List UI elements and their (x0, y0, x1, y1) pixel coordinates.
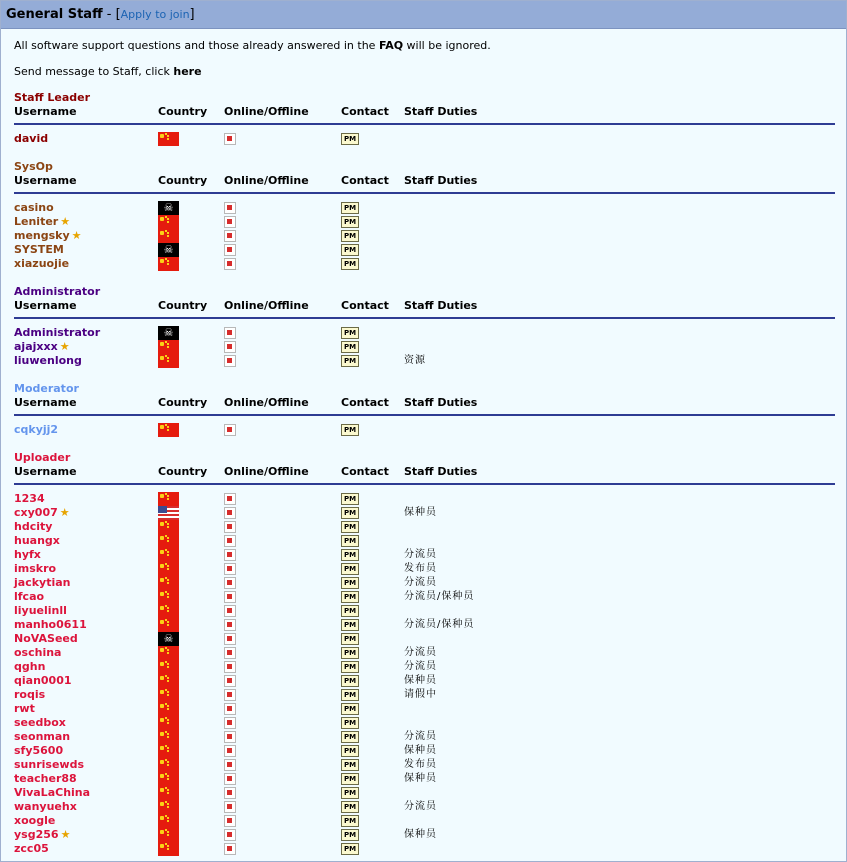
username-link[interactable] (14, 828, 70, 842)
offline-status-icon (224, 216, 236, 228)
staff-row (1, 243, 846, 257)
username-link[interactable] (14, 758, 84, 772)
column-header-username: Username (14, 105, 77, 118)
china-flag-icon (158, 618, 179, 632)
staff-row (1, 132, 846, 146)
staff-row (1, 506, 846, 520)
pm-button[interactable]: PM (341, 829, 359, 841)
staff-duty: 分流员 (404, 661, 437, 672)
china-flag-icon (158, 674, 179, 688)
username-text[interactable]: lfcao (14, 590, 45, 603)
username-link[interactable] (14, 730, 70, 744)
donor-star-icon: ★ (59, 506, 70, 519)
section-divider (14, 317, 835, 319)
donor-star-icon: ★ (71, 229, 82, 242)
staff-row (1, 423, 846, 437)
column-header-country: Country (158, 396, 208, 409)
username-text[interactable]: casino (14, 201, 54, 214)
username-link[interactable] (14, 660, 45, 674)
username-text[interactable]: hdcity (14, 520, 53, 533)
staff-row (1, 730, 846, 744)
staff-duty: 保种员 (404, 675, 437, 686)
username-text[interactable]: xoogle (14, 814, 56, 827)
column-header-contact: Contact (341, 396, 389, 409)
staff-row (1, 688, 846, 702)
staff-row (1, 340, 846, 354)
pm-button[interactable]: PM (341, 675, 359, 687)
staff-row (1, 716, 846, 730)
message-staff-pre: Send message to Staff, click (14, 65, 174, 78)
pm-button[interactable]: PM (341, 703, 359, 715)
staff-row (1, 354, 846, 368)
pirate-flag-icon: ☠ (158, 243, 179, 257)
username-link[interactable] (14, 632, 78, 646)
column-header-online: Online/Offline (224, 105, 309, 118)
pm-button[interactable]: PM (341, 661, 359, 673)
username-link[interactable] (14, 716, 66, 730)
staff-row (1, 786, 846, 800)
offline-status-icon (224, 577, 236, 589)
pm-button[interactable]: PM (341, 258, 359, 270)
china-flag-icon (158, 660, 179, 674)
offline-status-icon (224, 493, 236, 505)
username-link[interactable] (14, 201, 54, 215)
pm-button[interactable]: PM (341, 633, 359, 645)
username-link[interactable] (14, 786, 90, 800)
offline-status-icon (224, 675, 236, 687)
section-title: Staff Leader (14, 91, 90, 104)
staff-row (1, 534, 846, 548)
column-header-duties: Staff Duties (404, 299, 478, 312)
username-link[interactable] (14, 548, 41, 562)
pm-button[interactable]: PM (341, 507, 359, 519)
username-link[interactable] (14, 520, 52, 534)
column-header-online: Online/Offline (224, 299, 309, 312)
section-title: Administrator (14, 285, 101, 298)
china-flag-icon (158, 646, 179, 660)
header-close-bracket: ] (189, 7, 195, 22)
column-header-contact: Contact (341, 105, 389, 118)
china-flag-icon (158, 354, 179, 368)
username-text[interactable]: NoVASeed (14, 632, 78, 645)
pm-button[interactable]: PM (341, 605, 359, 617)
username-link[interactable] (14, 618, 87, 632)
pm-button[interactable]: PM (341, 759, 359, 771)
china-flag-icon (158, 772, 179, 786)
staff-row (1, 702, 846, 716)
username-text[interactable]: ysg256 (14, 828, 59, 841)
offline-status-icon (224, 689, 236, 701)
pm-button[interactable]: PM (341, 355, 359, 367)
staff-row (1, 604, 846, 618)
username-text[interactable]: SYSTEM (14, 243, 64, 256)
column-header-username: Username (14, 299, 77, 312)
username-text[interactable]: qghn (14, 660, 46, 673)
staff-row (1, 632, 846, 646)
offline-status-icon (224, 605, 236, 617)
staff-row (1, 548, 846, 562)
message-staff-notice (14, 65, 202, 78)
username-link[interactable] (14, 562, 56, 576)
staff-row (1, 257, 846, 271)
staff-row (1, 744, 846, 758)
offline-status-icon (224, 661, 236, 673)
staff-row (1, 326, 846, 340)
china-flag-icon (158, 562, 179, 576)
username-text[interactable]: cqkyjj2 (14, 423, 59, 436)
username-text[interactable]: manho0611 (14, 618, 87, 631)
staff-duty: 分流员/保种员 (404, 591, 475, 602)
username-link[interactable] (14, 326, 100, 340)
username-link[interactable] (14, 576, 70, 590)
column-header-contact: Contact (341, 174, 389, 187)
offline-status-icon (224, 563, 236, 575)
username-text[interactable]: seedbox (14, 716, 66, 729)
donor-star-icon: ★ (60, 828, 71, 841)
pirate-flag-icon: ☠ (158, 632, 179, 646)
staff-duty: 保种员 (404, 829, 437, 840)
column-header-duties: Staff Duties (404, 396, 478, 409)
offline-status-icon (224, 731, 236, 743)
china-flag-icon (158, 716, 179, 730)
support-notice (14, 39, 491, 52)
section-divider (14, 414, 835, 416)
pm-button[interactable]: PM (341, 815, 359, 827)
china-flag-icon (158, 520, 179, 534)
username-link[interactable] (14, 688, 45, 702)
china-flag-icon (158, 132, 179, 146)
staff-duty: 分流员 (404, 549, 437, 560)
column-header-username: Username (14, 396, 77, 409)
offline-status-icon (224, 787, 236, 799)
offline-status-icon (224, 815, 236, 827)
pm-button[interactable]: PM (341, 745, 359, 757)
username-text[interactable]: teacher88 (14, 772, 77, 785)
staff-row (1, 229, 846, 243)
section-divider (14, 123, 835, 125)
staff-duty: 保种员 (404, 507, 437, 518)
staff-duty: 分流员 (404, 731, 437, 742)
username-link[interactable] (14, 215, 70, 229)
column-header-online: Online/Offline (224, 174, 309, 187)
staff-row (1, 758, 846, 772)
offline-status-icon (224, 244, 236, 256)
china-flag-icon (158, 842, 179, 856)
username-text[interactable]: roqis (14, 688, 46, 701)
staff-duty: 发布员 (404, 563, 437, 574)
donor-star-icon: ★ (59, 340, 70, 353)
offline-status-icon (224, 230, 236, 242)
pm-button[interactable]: PM (341, 327, 359, 339)
offline-status-icon (224, 258, 236, 270)
username-link[interactable] (14, 674, 72, 688)
pm-button[interactable]: PM (341, 717, 359, 729)
offline-status-icon (224, 202, 236, 214)
offline-status-icon (224, 801, 236, 813)
column-header-country: Country (158, 105, 208, 118)
username-text[interactable]: Leniter (14, 215, 59, 228)
column-header-duties: Staff Duties (404, 174, 478, 187)
column-header-country: Country (158, 174, 208, 187)
username-text[interactable]: ajajxxx (14, 340, 58, 353)
donor-star-icon: ★ (60, 215, 71, 228)
username-link[interactable] (14, 243, 64, 257)
column-header-country: Country (158, 299, 208, 312)
pm-button[interactable]: PM (341, 535, 359, 547)
pm-button[interactable]: PM (341, 493, 359, 505)
china-flag-icon (158, 786, 179, 800)
offline-status-icon (224, 829, 236, 841)
username-text[interactable]: sunrisewds (14, 758, 84, 771)
offline-status-icon (224, 355, 236, 367)
china-flag-icon (158, 744, 179, 758)
panel-title: General Staff (6, 7, 103, 22)
username-text[interactable]: cxy007 (14, 506, 58, 519)
offline-status-icon (224, 647, 236, 659)
pm-button[interactable]: PM (341, 619, 359, 631)
username-link[interactable] (14, 702, 35, 716)
column-header-online: Online/Offline (224, 396, 309, 409)
username-link[interactable] (14, 534, 60, 548)
china-flag-icon (158, 257, 179, 271)
pm-button[interactable]: PM (341, 787, 359, 799)
staff-duty: 分流员 (404, 647, 437, 658)
pm-button[interactable]: PM (341, 521, 359, 533)
china-flag-icon (158, 215, 179, 229)
offline-status-icon (224, 745, 236, 757)
username-link[interactable] (14, 842, 49, 856)
username-text[interactable]: Administrator (14, 326, 101, 339)
offline-status-icon (224, 759, 236, 771)
china-flag-icon (158, 800, 179, 814)
username-link[interactable] (14, 354, 82, 368)
username-link[interactable] (14, 340, 70, 354)
staff-row (1, 576, 846, 590)
staff-row (1, 814, 846, 828)
staff-row (1, 215, 846, 229)
pm-button[interactable]: PM (341, 577, 359, 589)
message-staff-link[interactable]: here (173, 65, 202, 78)
pm-button[interactable]: PM (341, 563, 359, 575)
pm-button[interactable]: PM (341, 549, 359, 561)
offline-status-icon (224, 591, 236, 603)
column-header-username: Username (14, 465, 77, 478)
panel-header (1, 1, 846, 29)
username-text[interactable]: zcc05 (14, 842, 49, 855)
section-divider (14, 483, 835, 485)
staff-duty: 保种员 (404, 745, 437, 756)
offline-status-icon (224, 843, 236, 855)
username-link[interactable] (14, 744, 63, 758)
china-flag-icon (158, 492, 179, 506)
username-text[interactable]: david (14, 132, 49, 145)
column-header-username: Username (14, 174, 77, 187)
offline-status-icon (224, 327, 236, 339)
china-flag-icon (158, 340, 179, 354)
username-link[interactable] (14, 772, 77, 786)
pm-button[interactable]: PM (341, 202, 359, 214)
staff-row (1, 674, 846, 688)
pm-button[interactable]: PM (341, 773, 359, 785)
pm-button[interactable]: PM (341, 341, 359, 353)
china-flag-icon (158, 730, 179, 744)
pm-button[interactable]: PM (341, 244, 359, 256)
pirate-flag-icon: ☠ (158, 326, 179, 340)
pm-button[interactable]: PM (341, 230, 359, 242)
offline-status-icon (224, 521, 236, 533)
username-link[interactable] (14, 604, 67, 618)
apply-to-join-link[interactable]: Apply to join (120, 8, 190, 21)
china-flag-icon (158, 814, 179, 828)
section-title: Moderator (14, 382, 79, 395)
support-notice-pre: All software support questions and those already answered in the (14, 39, 379, 52)
section-title: SysOp (14, 160, 53, 173)
staff-duty: 请假中 (404, 689, 437, 700)
username-link[interactable] (14, 646, 61, 660)
pm-button[interactable]: PM (341, 731, 359, 743)
china-flag-icon (158, 604, 179, 618)
column-header-contact: Contact (341, 299, 389, 312)
header-separator: - [ (102, 7, 121, 22)
username-link[interactable] (14, 492, 45, 506)
offline-status-icon (224, 507, 236, 519)
username-text[interactable]: seonman (14, 730, 71, 743)
china-flag-icon (158, 702, 179, 716)
staff-row (1, 772, 846, 786)
staff-duty: 发布员 (404, 759, 437, 770)
column-header-online: Online/Offline (224, 465, 309, 478)
username-text[interactable]: liuwenlong (14, 354, 82, 367)
staff-row (1, 842, 846, 856)
staff-duty: 资源 (404, 355, 426, 366)
pm-button[interactable]: PM (341, 216, 359, 228)
staff-duty: 分流员 (404, 577, 437, 588)
offline-status-icon (224, 424, 236, 436)
pm-button[interactable]: PM (341, 801, 359, 813)
column-header-country: Country (158, 465, 208, 478)
staff-row (1, 646, 846, 660)
china-flag-icon (158, 828, 179, 842)
staff-row (1, 800, 846, 814)
column-header-contact: Contact (341, 465, 389, 478)
staff-row (1, 828, 846, 842)
pm-button[interactable]: PM (341, 843, 359, 855)
staff-row (1, 618, 846, 632)
china-flag-icon (158, 229, 179, 243)
china-flag-icon (158, 688, 179, 702)
username-text[interactable]: huangx (14, 534, 60, 547)
username-text[interactable]: wanyuehx (14, 800, 77, 813)
username-text[interactable]: imskro (14, 562, 57, 575)
username-link[interactable] (14, 423, 58, 437)
username-link[interactable] (14, 814, 55, 828)
pm-button[interactable]: PM (341, 133, 359, 145)
support-notice-post: will be ignored. (403, 39, 491, 52)
username-text[interactable]: 1234 (14, 492, 45, 505)
username-link[interactable] (14, 590, 44, 604)
staff-row (1, 660, 846, 674)
username-link[interactable] (14, 800, 77, 814)
offline-status-icon (224, 703, 236, 715)
staff-row (1, 562, 846, 576)
username-text[interactable]: hyfx (14, 548, 41, 561)
username-text[interactable]: jackytian (14, 576, 71, 589)
offline-status-icon (224, 717, 236, 729)
pm-button[interactable]: PM (341, 424, 359, 436)
username-link[interactable] (14, 506, 70, 520)
column-header-duties: Staff Duties (404, 105, 478, 118)
staff-duty: 分流员 (404, 801, 437, 812)
username-text[interactable]: sfy5600 (14, 744, 64, 757)
offline-status-icon (224, 619, 236, 631)
china-flag-icon (158, 590, 179, 604)
staff-row (1, 492, 846, 506)
username-text[interactable]: mengsky (14, 229, 70, 242)
section-title: Uploader (14, 451, 71, 464)
staff-duty: 分流员/保种员 (404, 619, 475, 630)
username-link[interactable] (14, 257, 69, 271)
pm-button[interactable]: PM (341, 591, 359, 603)
china-flag-icon (158, 534, 179, 548)
pm-button[interactable]: PM (341, 647, 359, 659)
china-flag-icon (158, 548, 179, 562)
offline-status-icon (224, 633, 236, 645)
username-text[interactable]: qian0001 (14, 674, 72, 687)
staff-row (1, 590, 846, 604)
usa-flag-icon (158, 506, 179, 520)
pm-button[interactable]: PM (341, 689, 359, 701)
username-text[interactable]: liyuelinll (14, 604, 67, 617)
staff-duty: 保种员 (404, 773, 437, 784)
column-header-duties: Staff Duties (404, 465, 478, 478)
section-divider (14, 192, 835, 194)
china-flag-icon (158, 576, 179, 590)
china-flag-icon (158, 423, 179, 437)
staff-row (1, 520, 846, 534)
offline-status-icon (224, 341, 236, 353)
staff-row (1, 201, 846, 215)
china-flag-icon (158, 758, 179, 772)
pirate-flag-icon: ☠ (158, 201, 179, 215)
offline-status-icon (224, 773, 236, 785)
username-text[interactable]: rwt (14, 702, 35, 715)
username-link[interactable] (14, 132, 48, 146)
username-text[interactable]: VivaLaChina (14, 786, 91, 799)
offline-status-icon (224, 133, 236, 145)
username-text[interactable]: xiazuojie (14, 257, 70, 270)
username-text[interactable]: oschina (14, 646, 62, 659)
offline-status-icon (224, 549, 236, 561)
offline-status-icon (224, 535, 236, 547)
username-link[interactable] (14, 229, 82, 243)
faq-link[interactable]: FAQ (378, 39, 404, 52)
